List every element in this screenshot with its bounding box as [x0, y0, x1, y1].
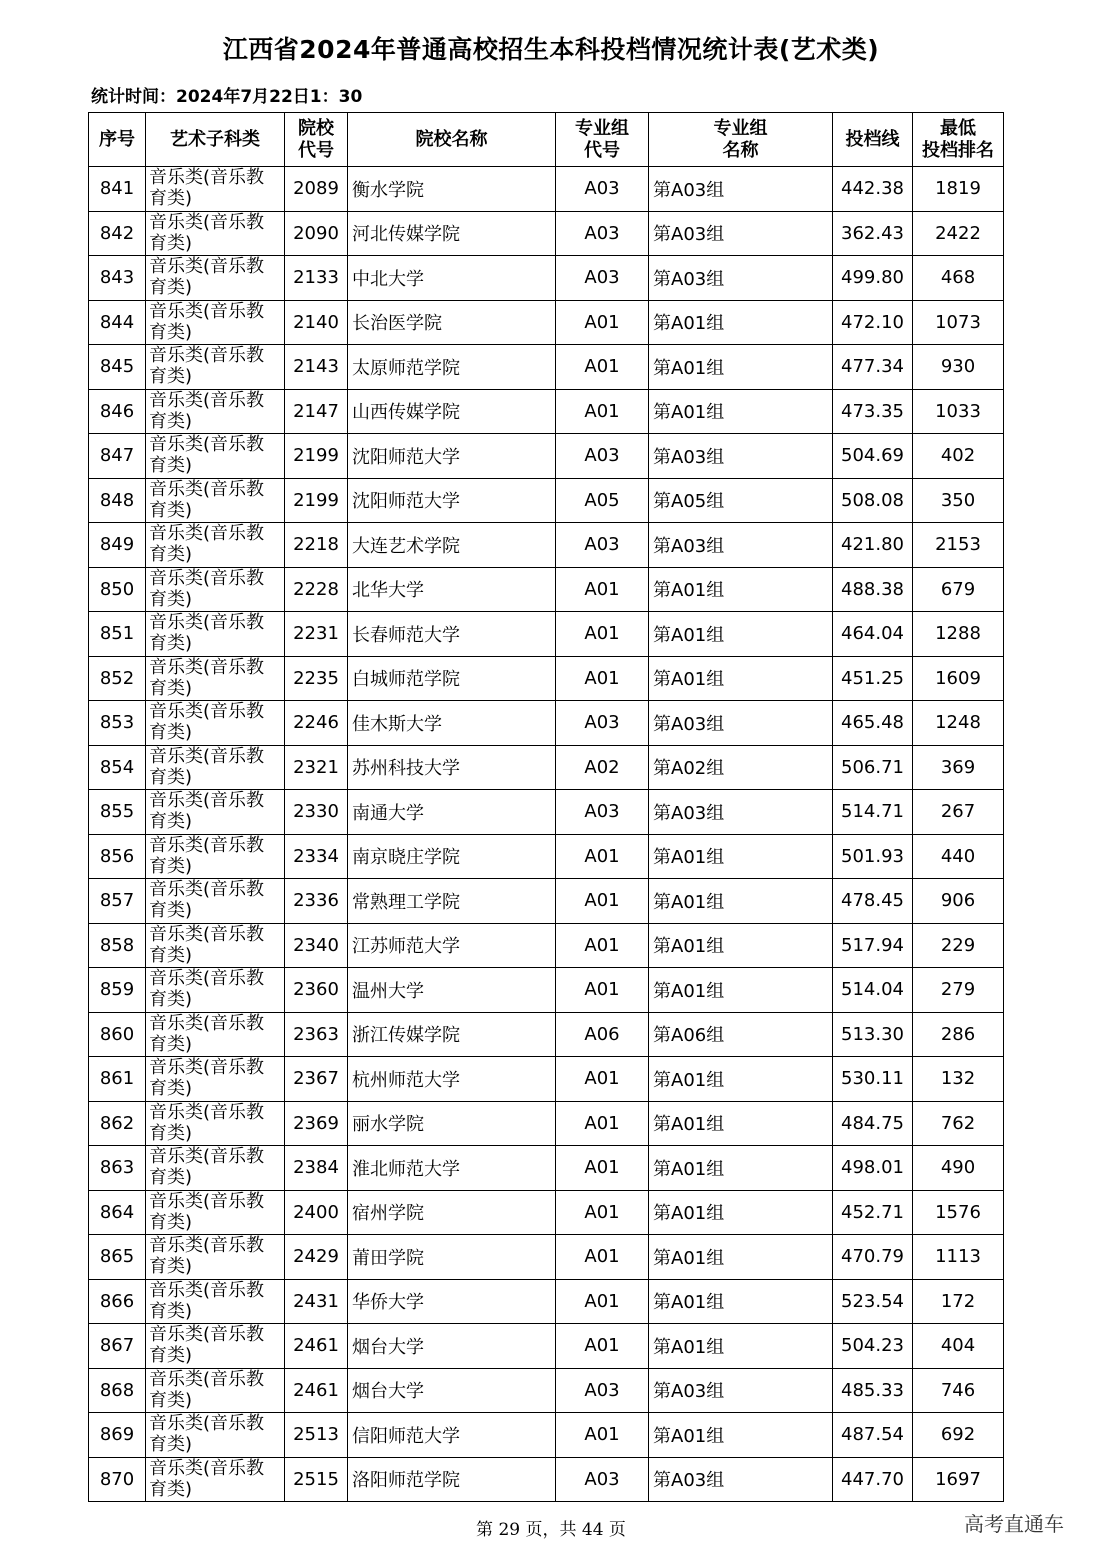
- table-row: [89, 612, 1004, 657]
- table-row: [89, 567, 1004, 612]
- cell-min-rank: 1576: [913, 1190, 1004, 1235]
- cell-min-rank: 930: [913, 345, 1004, 390]
- cell-score: 504.69: [833, 434, 913, 479]
- table-row: [89, 1146, 1004, 1191]
- cell-seq: 847: [89, 434, 146, 479]
- cell-min-rank: 402: [913, 434, 1004, 479]
- cell-school-name: 太原师范学院: [348, 345, 556, 390]
- cell-school-name: 南京晓庄学院: [348, 834, 556, 879]
- cell-group-name: 第A03组: [649, 211, 833, 256]
- cell-art-subcategory: 音乐类(音乐教 育类): [146, 790, 285, 835]
- table-row: [89, 1057, 1004, 1102]
- table-row: [89, 1279, 1004, 1324]
- cell-art-subcategory: 音乐类(音乐教 育类): [146, 523, 285, 568]
- cell-school-name: 淮北师范大学: [348, 1146, 556, 1191]
- cell-school-code: 2235: [285, 656, 348, 701]
- cell-group-code: A01: [556, 656, 649, 701]
- cell-school-name: 洛阳师范学院: [348, 1457, 556, 1502]
- cell-school-name: 南通大学: [348, 790, 556, 835]
- cell-min-rank: 1073: [913, 300, 1004, 345]
- cell-group-code: A01: [556, 567, 649, 612]
- cell-group-name: 第A01组: [649, 1057, 833, 1102]
- cell-score: 517.94: [833, 923, 913, 968]
- cell-art-subcategory: 音乐类(音乐教 育类): [146, 167, 285, 212]
- cell-group-name: 第A01组: [649, 612, 833, 657]
- cell-art-subcategory: 音乐类(音乐教 育类): [146, 612, 285, 657]
- cell-art-subcategory: 音乐类(音乐教 育类): [146, 211, 285, 256]
- cell-group-name: 第A03组: [649, 790, 833, 835]
- cell-score: 487.54: [833, 1413, 913, 1458]
- cell-seq: 861: [89, 1057, 146, 1102]
- cell-score: 447.70: [833, 1457, 913, 1502]
- cell-seq: 850: [89, 567, 146, 612]
- cell-group-code: A01: [556, 923, 649, 968]
- table-row: [89, 1190, 1004, 1235]
- cell-school-name: 苏州科技大学: [348, 745, 556, 790]
- cell-art-subcategory: 音乐类(音乐教 育类): [146, 1190, 285, 1235]
- cell-group-code: A02: [556, 745, 649, 790]
- cell-seq: 843: [89, 256, 146, 301]
- cell-art-subcategory: 音乐类(音乐教 育类): [146, 1324, 285, 1369]
- cell-group-name: 第A01组: [649, 1235, 833, 1280]
- cell-min-rank: 468: [913, 256, 1004, 301]
- cell-score: 464.04: [833, 612, 913, 657]
- cell-group-code: A01: [556, 612, 649, 657]
- cell-score: 470.79: [833, 1235, 913, 1280]
- table-header-row: [89, 113, 1004, 167]
- cell-school-code: 2140: [285, 300, 348, 345]
- cell-group-name: 第A01组: [649, 300, 833, 345]
- cell-group-name: 第A01组: [649, 923, 833, 968]
- brand-watermark: 高考直通车: [964, 1512, 1064, 1536]
- cell-art-subcategory: 音乐类(音乐教 育类): [146, 745, 285, 790]
- cell-group-name: 第A01组: [649, 1146, 833, 1191]
- cell-art-subcategory: 音乐类(音乐教 育类): [146, 1457, 285, 1502]
- cell-seq: 854: [89, 745, 146, 790]
- cell-seq: 851: [89, 612, 146, 657]
- cell-group-code: A01: [556, 389, 649, 434]
- cell-art-subcategory: 音乐类(音乐教 育类): [146, 567, 285, 612]
- header-min-rank: 最低 投档排名: [913, 113, 1004, 167]
- cell-school-name: 江苏师范大学: [348, 923, 556, 968]
- table-row: [89, 434, 1004, 479]
- cell-group-name: 第A03组: [649, 1457, 833, 1502]
- cell-art-subcategory: 音乐类(音乐教 育类): [146, 1057, 285, 1102]
- cell-seq: 845: [89, 345, 146, 390]
- cell-school-name: 衡水学院: [348, 167, 556, 212]
- cell-seq: 868: [89, 1368, 146, 1413]
- cell-art-subcategory: 音乐类(音乐教 育类): [146, 256, 285, 301]
- cell-min-rank: 746: [913, 1368, 1004, 1413]
- header-school-code: 院校 代号: [285, 113, 348, 167]
- header-seq: 序号: [89, 113, 146, 167]
- cell-school-code: 2228: [285, 567, 348, 612]
- cell-group-code: A01: [556, 968, 649, 1013]
- cell-group-code: A01: [556, 300, 649, 345]
- cell-school-code: 2513: [285, 1413, 348, 1458]
- cell-school-name: 山西传媒学院: [348, 389, 556, 434]
- cell-min-rank: 490: [913, 1146, 1004, 1191]
- cell-min-rank: 404: [913, 1324, 1004, 1369]
- table-row: [89, 1413, 1004, 1458]
- cell-group-code: A03: [556, 256, 649, 301]
- cell-seq: 870: [89, 1457, 146, 1502]
- cell-school-name: 烟台大学: [348, 1324, 556, 1369]
- cell-school-code: 2360: [285, 968, 348, 1013]
- cell-min-rank: 132: [913, 1057, 1004, 1102]
- header-school-name: 院校名称: [348, 113, 556, 167]
- cell-group-name: 第A01组: [649, 567, 833, 612]
- cell-school-name: 浙江传媒学院: [348, 1012, 556, 1057]
- cell-group-code: A01: [556, 879, 649, 924]
- cell-score: 362.43: [833, 211, 913, 256]
- cell-group-code: A01: [556, 1057, 649, 1102]
- cell-school-code: 2461: [285, 1368, 348, 1413]
- page-footer: 第 29 页，共 44 页: [476, 1520, 626, 1540]
- cell-seq: 869: [89, 1413, 146, 1458]
- cell-score: 473.35: [833, 389, 913, 434]
- header-group-code: 专业组 代号: [556, 113, 649, 167]
- cell-min-rank: 1697: [913, 1457, 1004, 1502]
- cell-school-code: 2199: [285, 434, 348, 479]
- table-row: [89, 523, 1004, 568]
- cell-group-name: 第A01组: [649, 656, 833, 701]
- cell-seq: 866: [89, 1279, 146, 1324]
- table-row: [89, 1101, 1004, 1146]
- cell-school-code: 2330: [285, 790, 348, 835]
- cell-score: 504.23: [833, 1324, 913, 1369]
- table-row: [89, 1324, 1004, 1369]
- cell-school-code: 2089: [285, 167, 348, 212]
- cell-score: 478.45: [833, 879, 913, 924]
- table-row: [89, 790, 1004, 835]
- cell-min-rank: 762: [913, 1101, 1004, 1146]
- cell-school-code: 2336: [285, 879, 348, 924]
- cell-min-rank: 440: [913, 834, 1004, 879]
- cell-group-name: 第A05组: [649, 478, 833, 523]
- cell-school-code: 2090: [285, 211, 348, 256]
- header-art-subcategory: 艺术子科类: [146, 113, 285, 167]
- cell-seq: 844: [89, 300, 146, 345]
- table-row: [89, 389, 1004, 434]
- cell-group-code: A01: [556, 1101, 649, 1146]
- cell-min-rank: 2422: [913, 211, 1004, 256]
- cell-min-rank: 350: [913, 478, 1004, 523]
- cell-school-code: 2429: [285, 1235, 348, 1280]
- page-title: 江西省2024年普通高校招生本科投档情况统计表(艺术类): [222, 35, 880, 64]
- cell-school-name: 佳木斯大学: [348, 701, 556, 746]
- table-row: [89, 478, 1004, 523]
- cell-art-subcategory: 音乐类(音乐教 育类): [146, 656, 285, 701]
- cell-school-name: 莆田学院: [348, 1235, 556, 1280]
- cell-school-name: 杭州师范大学: [348, 1057, 556, 1102]
- cell-school-code: 2461: [285, 1324, 348, 1369]
- cell-art-subcategory: 音乐类(音乐教 育类): [146, 1368, 285, 1413]
- stat-time: 统计时间：2024年7月22日1：30: [91, 87, 363, 107]
- cell-score: 530.11: [833, 1057, 913, 1102]
- cell-school-code: 2147: [285, 389, 348, 434]
- cell-group-code: A01: [556, 1146, 649, 1191]
- cell-school-code: 2515: [285, 1457, 348, 1502]
- cell-min-rank: 1113: [913, 1235, 1004, 1280]
- cell-score: 488.38: [833, 567, 913, 612]
- table-row: [89, 923, 1004, 968]
- cell-seq: 841: [89, 167, 146, 212]
- cell-min-rank: 906: [913, 879, 1004, 924]
- cell-group-code: A03: [556, 1457, 649, 1502]
- cell-group-name: 第A01组: [649, 968, 833, 1013]
- table-row: [89, 167, 1004, 212]
- cell-school-name: 河北传媒学院: [348, 211, 556, 256]
- cell-group-name: 第A03组: [649, 1368, 833, 1413]
- cell-group-code: A03: [556, 167, 649, 212]
- cell-seq: 855: [89, 790, 146, 835]
- cell-art-subcategory: 音乐类(音乐教 育类): [146, 1146, 285, 1191]
- cell-group-name: 第A01组: [649, 1413, 833, 1458]
- cell-group-name: 第A03组: [649, 523, 833, 568]
- cell-score: 485.33: [833, 1368, 913, 1413]
- cell-school-name: 北华大学: [348, 567, 556, 612]
- cell-school-name: 长治医学院: [348, 300, 556, 345]
- cell-group-code: A06: [556, 1012, 649, 1057]
- table-row: [89, 879, 1004, 924]
- cell-group-code: A01: [556, 1324, 649, 1369]
- table-row: [89, 656, 1004, 701]
- cell-min-rank: 1288: [913, 612, 1004, 657]
- cell-group-code: A01: [556, 1235, 649, 1280]
- cell-min-rank: 692: [913, 1413, 1004, 1458]
- cell-min-rank: 679: [913, 567, 1004, 612]
- cell-min-rank: 1033: [913, 389, 1004, 434]
- cell-group-name: 第A02组: [649, 745, 833, 790]
- header-score: 投档线: [833, 113, 913, 167]
- cell-seq: 853: [89, 701, 146, 746]
- cell-group-name: 第A03组: [649, 167, 833, 212]
- cell-score: 484.75: [833, 1101, 913, 1146]
- cell-school-code: 2367: [285, 1057, 348, 1102]
- cell-seq: 856: [89, 834, 146, 879]
- cell-art-subcategory: 音乐类(音乐教 育类): [146, 389, 285, 434]
- cell-group-code: A01: [556, 1190, 649, 1235]
- cell-min-rank: 369: [913, 745, 1004, 790]
- cell-seq: 858: [89, 923, 146, 968]
- cell-school-name: 烟台大学: [348, 1368, 556, 1413]
- cell-art-subcategory: 音乐类(音乐教 育类): [146, 879, 285, 924]
- cell-school-code: 2334: [285, 834, 348, 879]
- cell-art-subcategory: 音乐类(音乐教 育类): [146, 434, 285, 479]
- cell-group-code: A05: [556, 478, 649, 523]
- cell-school-name: 大连艺术学院: [348, 523, 556, 568]
- table-row: [89, 701, 1004, 746]
- cell-score: 508.08: [833, 478, 913, 523]
- cell-group-code: A01: [556, 1413, 649, 1458]
- cell-art-subcategory: 音乐类(音乐教 育类): [146, 478, 285, 523]
- cell-art-subcategory: 音乐类(音乐教 育类): [146, 1413, 285, 1458]
- cell-group-name: 第A03组: [649, 701, 833, 746]
- cell-seq: 860: [89, 1012, 146, 1057]
- cell-art-subcategory: 音乐类(音乐教 育类): [146, 345, 285, 390]
- cell-min-rank: 279: [913, 968, 1004, 1013]
- table-row: [89, 211, 1004, 256]
- cell-seq: 865: [89, 1235, 146, 1280]
- cell-group-code: A03: [556, 701, 649, 746]
- cell-school-name: 沈阳师范大学: [348, 434, 556, 479]
- cell-group-name: 第A01组: [649, 1190, 833, 1235]
- cell-school-code: 2363: [285, 1012, 348, 1057]
- cell-seq: 867: [89, 1324, 146, 1369]
- cell-school-code: 2321: [285, 745, 348, 790]
- cell-score: 523.54: [833, 1279, 913, 1324]
- cell-school-code: 2400: [285, 1190, 348, 1235]
- cell-score: 501.93: [833, 834, 913, 879]
- cell-school-code: 2199: [285, 478, 348, 523]
- cell-seq: 864: [89, 1190, 146, 1235]
- table-row: [89, 834, 1004, 879]
- cell-school-code: 2133: [285, 256, 348, 301]
- table-row: [89, 300, 1004, 345]
- cell-school-code: 2384: [285, 1146, 348, 1191]
- cell-art-subcategory: 音乐类(音乐教 育类): [146, 923, 285, 968]
- cell-group-code: A01: [556, 1279, 649, 1324]
- table-row: [89, 1457, 1004, 1502]
- cell-score: 465.48: [833, 701, 913, 746]
- admission-table: [88, 112, 1004, 1502]
- cell-group-code: A03: [556, 434, 649, 479]
- cell-seq: 848: [89, 478, 146, 523]
- cell-school-code: 2218: [285, 523, 348, 568]
- cell-school-code: 2143: [285, 345, 348, 390]
- cell-score: 442.38: [833, 167, 913, 212]
- cell-min-rank: 1248: [913, 701, 1004, 746]
- cell-school-name: 华侨大学: [348, 1279, 556, 1324]
- cell-score: 472.10: [833, 300, 913, 345]
- table-row: [89, 745, 1004, 790]
- cell-school-name: 沈阳师范大学: [348, 478, 556, 523]
- cell-group-code: A01: [556, 345, 649, 390]
- cell-school-name: 白城师范学院: [348, 656, 556, 701]
- cell-seq: 846: [89, 389, 146, 434]
- cell-group-name: 第A01组: [649, 1101, 833, 1146]
- cell-art-subcategory: 音乐类(音乐教 育类): [146, 968, 285, 1013]
- cell-group-code: A03: [556, 790, 649, 835]
- cell-group-name: 第A01组: [649, 345, 833, 390]
- cell-art-subcategory: 音乐类(音乐教 育类): [146, 834, 285, 879]
- cell-school-name: 丽水学院: [348, 1101, 556, 1146]
- cell-art-subcategory: 音乐类(音乐教 育类): [146, 1101, 285, 1146]
- table-row: [89, 256, 1004, 301]
- cell-score: 452.71: [833, 1190, 913, 1235]
- cell-group-name: 第A01组: [649, 389, 833, 434]
- cell-score: 514.71: [833, 790, 913, 835]
- cell-min-rank: 267: [913, 790, 1004, 835]
- cell-group-name: 第A01组: [649, 1279, 833, 1324]
- cell-school-name: 温州大学: [348, 968, 556, 1013]
- cell-min-rank: 286: [913, 1012, 1004, 1057]
- cell-group-name: 第A01组: [649, 1324, 833, 1369]
- cell-art-subcategory: 音乐类(音乐教 育类): [146, 1279, 285, 1324]
- cell-group-code: A03: [556, 211, 649, 256]
- cell-score: 498.01: [833, 1146, 913, 1191]
- cell-art-subcategory: 音乐类(音乐教 育类): [146, 1235, 285, 1280]
- cell-score: 513.30: [833, 1012, 913, 1057]
- header-group-name: 专业组 名称: [649, 113, 833, 167]
- cell-group-name: 第A01组: [649, 834, 833, 879]
- table-row: [89, 345, 1004, 390]
- cell-min-rank: 2153: [913, 523, 1004, 568]
- table-row: [89, 1235, 1004, 1280]
- cell-min-rank: 1609: [913, 656, 1004, 701]
- cell-seq: 862: [89, 1101, 146, 1146]
- cell-group-name: 第A03组: [649, 256, 833, 301]
- cell-group-code: A03: [556, 1368, 649, 1413]
- cell-score: 514.04: [833, 968, 913, 1013]
- cell-group-code: A03: [556, 523, 649, 568]
- cell-seq: 849: [89, 523, 146, 568]
- cell-school-name: 信阳师范大学: [348, 1413, 556, 1458]
- cell-group-code: A01: [556, 834, 649, 879]
- cell-school-code: 2246: [285, 701, 348, 746]
- cell-min-rank: 172: [913, 1279, 1004, 1324]
- cell-group-name: 第A01组: [649, 879, 833, 924]
- cell-group-name: 第A06组: [649, 1012, 833, 1057]
- cell-school-code: 2231: [285, 612, 348, 657]
- cell-group-name: 第A03组: [649, 434, 833, 479]
- table-row: [89, 968, 1004, 1013]
- cell-seq: 863: [89, 1146, 146, 1191]
- cell-school-code: 2431: [285, 1279, 348, 1324]
- cell-seq: 842: [89, 211, 146, 256]
- cell-seq: 859: [89, 968, 146, 1013]
- cell-score: 451.25: [833, 656, 913, 701]
- cell-school-name: 宿州学院: [348, 1190, 556, 1235]
- cell-score: 506.71: [833, 745, 913, 790]
- cell-score: 421.80: [833, 523, 913, 568]
- cell-min-rank: 229: [913, 923, 1004, 968]
- cell-score: 499.80: [833, 256, 913, 301]
- cell-school-name: 长春师范大学: [348, 612, 556, 657]
- cell-min-rank: 1819: [913, 167, 1004, 212]
- cell-seq: 857: [89, 879, 146, 924]
- cell-art-subcategory: 音乐类(音乐教 育类): [146, 1012, 285, 1057]
- cell-art-subcategory: 音乐类(音乐教 育类): [146, 701, 285, 746]
- cell-score: 477.34: [833, 345, 913, 390]
- cell-art-subcategory: 音乐类(音乐教 育类): [146, 300, 285, 345]
- table-row: [89, 1368, 1004, 1413]
- cell-school-code: 2369: [285, 1101, 348, 1146]
- cell-school-name: 常熟理工学院: [348, 879, 556, 924]
- cell-school-code: 2340: [285, 923, 348, 968]
- table-row: [89, 1012, 1004, 1057]
- cell-school-name: 中北大学: [348, 256, 556, 301]
- cell-seq: 852: [89, 656, 146, 701]
